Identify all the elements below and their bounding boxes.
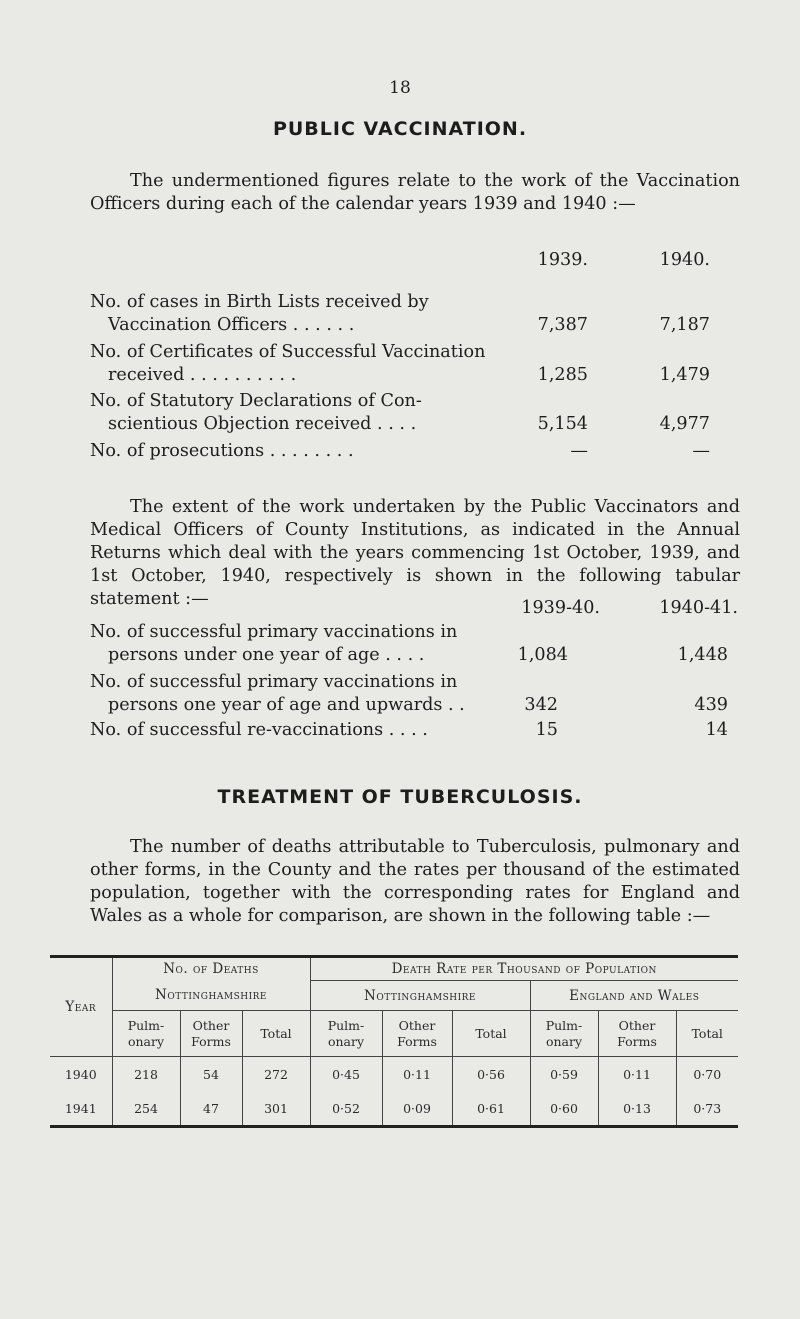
table-cell: 0·11 [598,1057,676,1092]
stat-label: No. of successful primary vaccinations in [90,622,458,642]
sub-header-text: Total [691,1025,723,1041]
table-cell: 0·56 [452,1057,530,1092]
sub-header [452,1011,530,1057]
col-header-1940: 1940. [659,250,710,270]
table-cell: 254 [112,1091,180,1127]
stat-label: scientious Objection received . . . . [108,414,417,434]
stat-label: No. of Statutory Declarations of Con- [90,391,422,411]
table-cell: 0·52 [310,1091,382,1127]
sub-header [310,1011,382,1057]
sub-header [530,1011,598,1057]
stat-value-1940-41: 1,448 [677,645,728,665]
sub-header-text: Total [260,1025,292,1041]
stat-value-1940-41: 14 [705,720,728,740]
table-cell: 0·60 [530,1091,598,1127]
deaths-header: No. of Deaths [112,957,310,981]
sub-header-text: Pulm- onary [327,1017,365,1049]
stat-label: persons under one year of age . . . . [108,645,425,665]
stat-label: No. of Certificates of Successful Vaccination [90,342,486,362]
stat-value-1939: 5,154 [537,414,588,434]
col-header-1939-40: 1939-40. [521,598,600,618]
stat-value-1939: 7,387 [537,315,588,335]
sub-header [382,1011,452,1057]
year-cell: 1940 [64,1066,97,1082]
sub-header [598,1011,676,1057]
stat-value-1939: 1,285 [537,365,588,385]
table-cell: 54 [180,1057,242,1092]
stat-value-1939-40: 15 [535,720,558,740]
table-cell: 0·13 [598,1091,676,1127]
table-cell: 0·09 [382,1091,452,1127]
stat-label: No. of successful re-vaccinations . . . . [90,720,428,740]
stat-value-1940: — [692,441,710,461]
sub-header [180,1011,242,1057]
sub-header-text: Other Forms [397,1017,437,1049]
col-header-1940-41: 1940-41. [659,598,738,618]
vaccination-extent-text: The extent of the work undertaken by the Public Vaccinators and Medical Officers of County Institutions, as indicated in the Annual Returns which deal with the years commencing 1st October, 1939, and 1st October, 1940, respectively is shown in the following tabular statement :— [90,497,740,609]
table-cell: 0·59 [530,1057,598,1092]
rate-header: Death Rate per Thousand of Population [310,957,738,981]
sub-header-text: Other Forms [191,1017,231,1049]
tuberculosis-heading: TREATMENT OF TUBERCULOSIS. [217,786,583,808]
stat-value-1939-40: 1,084 [517,645,568,665]
stat-value-1940: 7,187 [659,315,710,335]
year-cell: 1941 [64,1100,97,1116]
table-cell: 301 [242,1091,310,1127]
page-number: 18 [389,78,411,98]
stat-value-1939: — [570,441,588,461]
england-wales-header: England and Wales [530,981,738,1011]
table-cell: 0·73 [676,1091,738,1127]
table-cell: 0·70 [676,1057,738,1092]
table-cell: 47 [180,1091,242,1127]
sub-header-text: Pulm- onary [545,1017,583,1049]
vaccination-heading: PUBLIC VACCINATION. [272,118,528,140]
col-header-1939: 1939. [537,250,588,270]
year-header: Year [65,999,97,1015]
table-cell: 0·45 [310,1057,382,1092]
stat-label: persons one year of age and upwards . . [108,695,465,715]
tuberculosis-text: The number of deaths attributable to Tuberculosis, pulmonary and other forms, in the County and the rates per thousand of the estimated population, together with the corresponding rates for England and Wales as a whole for comparison, are shown in the following table :— [90,837,740,926]
sub-header-text: Pulm- onary [127,1017,165,1049]
table-cell: 272 [242,1057,310,1092]
sub-header-text: Total [475,1025,507,1041]
sub-header-text: Other Forms [617,1017,657,1049]
stat-label: received . . . . . . . . . . [108,365,297,385]
table-row [50,1091,738,1127]
stat-value-1940-41: 439 [694,695,728,715]
table-row [50,1057,738,1092]
stat-value-1939-40: 342 [524,695,558,715]
stat-value-1940: 1,479 [659,365,710,385]
stat-label: No. of cases in Birth Lists received by [90,292,429,312]
table-cell: 0·11 [382,1057,452,1092]
stat-label: Vaccination Officers . . . . . . [108,315,355,335]
table-cell: 0·61 [452,1091,530,1127]
notts-rate-header: Nottinghamshire [310,981,530,1011]
notts-deaths-header: Nottinghamshire [112,981,310,1011]
stat-value-1940: 4,977 [659,414,710,434]
sub-header [676,1011,738,1057]
vaccination-intro: The undermentioned figures relate to the work of the Vaccination Officers during each of the calendar years 1939 and 1940 :— [90,171,740,214]
sub-header [112,1011,180,1057]
table-cell: 218 [112,1057,180,1092]
stat-label: No. of successful primary vaccinations in [90,672,458,692]
stat-label: No. of prosecutions . . . . . . . . [90,441,354,461]
sub-header [242,1011,310,1057]
tuberculosis-table [50,955,738,1128]
